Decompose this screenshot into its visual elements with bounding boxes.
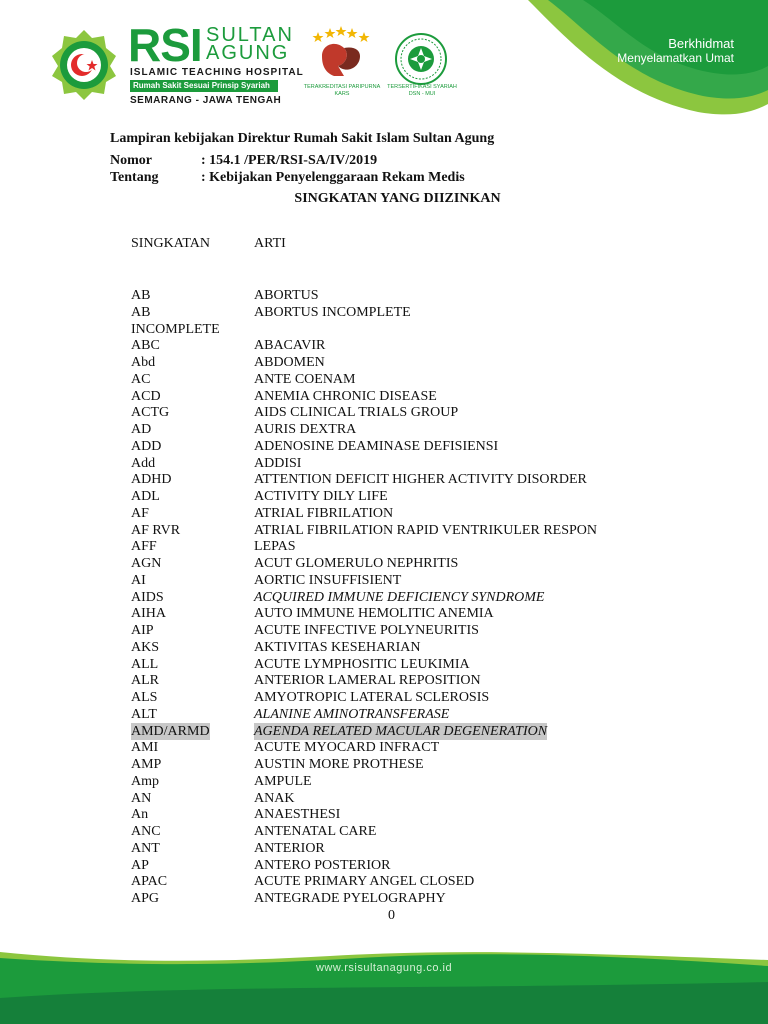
nomor-value: : 154.1 /PER/RSI-SA/IV/2019 [201,153,378,168]
meaning-cell: ABORTUS INCOMPLETE [254,304,411,320]
table-row [131,840,651,857]
hospital-location: SEMARANG - JAWA TENGAH [130,95,282,106]
column-header-arti: ARTI [254,236,286,251]
tentang-label: Tentang [110,170,159,185]
meaning-cell: AMYOTROPIC LATERAL SCLEROSIS [254,690,490,705]
meaning-cell: AKTIVITAS KESEHARIAN [254,639,421,655]
table-row [131,538,651,555]
nomor-label: Nomor [110,153,152,168]
abbreviation-cell: ADL [131,489,160,504]
abbreviation-cell: APG [131,891,160,906]
abbreviation-cell: AMD/ARMD [131,723,210,739]
table-row [131,505,651,522]
meaning-cell: AUSTIN MORE PROTHESE [254,757,424,772]
tagline-line-1: Berkhidmat [668,36,734,51]
meaning-cell: ACUTE PRIMARY ANGEL CLOSED [254,874,475,890]
abbreviation-cell: AB [131,304,151,320]
meaning-cell: ANTERIOR LAMERAL REPOSITION [254,673,481,689]
abbreviation-cell: AFF [131,539,157,555]
table-row [131,421,651,438]
abbreviation-cell: ADHD [131,472,172,488]
abbreviation-cell: AI [131,572,146,588]
meaning-cell: ALANINE AMINOTRANSFERASE [254,706,450,722]
table-row [131,471,651,488]
meaning-cell: ACTIVITY DILY LIFE [254,489,388,504]
abbreviation-cell: AIDS [131,589,164,605]
table-row [131,438,651,455]
abbreviation-cell: ACD [131,388,161,404]
meaning-cell: ABACAVIR [254,338,326,354]
abbreviation-cell: Abd [131,355,156,370]
kars-caption-line-2: KARS [334,91,350,97]
logo-agung: AGUNG [206,42,290,64]
abbreviation-cell: AB [131,288,151,303]
table-row [131,304,651,321]
kars-caption-line-1: TERAKREDITASI PARIPURNA [303,84,381,90]
abbreviation-cell: ALT [131,706,157,722]
meaning-cell: ADDISI [254,455,302,471]
abbreviation-cell: ABC [131,338,160,354]
abbreviation-cell: AIP [131,623,154,638]
tagline-line-2: Menyelamatkan Umat [617,51,734,65]
meaning-cell: ANAESTHESI [254,807,341,823]
abbreviation-cell: AMP [131,757,162,772]
document-title: SINGKATAN YANG DIIZINKAN [294,191,501,206]
tagline [617,37,734,65]
meaning-cell: ABDOMEN [254,355,325,370]
table-row [131,672,651,689]
lampiran-heading: Lampiran kebijakan Direktur Rumah Sakit Islam Sultan Agung [110,131,495,146]
table-row [131,555,651,572]
meaning-cell: AGENDA RELATED MACULAR DEGENERATION [254,723,548,739]
logo-sultan-agung [206,26,294,62]
kars-logo-icon [310,26,372,82]
meaning-cell: AIDS CLINICAL TRIALS GROUP [254,405,459,421]
rsi-logo-icon [48,28,120,100]
table-row [131,589,651,606]
logo-rsi: RSI [128,19,202,71]
table-row [131,371,651,388]
kars-caption [300,84,384,98]
dsn-caption [384,84,460,98]
hospital-type: ISLAMIC TEACHING HOSPITAL [130,67,304,78]
table-row [131,823,651,840]
dsn-caption-line-1: TERSERTIFIKASI SYARIAH [387,84,457,90]
abbreviation-cell: Add [131,455,156,471]
table-row [131,689,651,706]
abbreviation-cell: AN [131,790,152,806]
footer-website-url: www.rsisultanagung.co.id [315,962,453,974]
meaning-cell: ATRIAL FIBRILATION [254,505,394,521]
meaning-cell: ATTENTION DEFICIT HIGHER ACTIVITY DISORDER [254,472,587,488]
meaning-cell: ACUTE LYMPHOSITIC LEUKIMIA [254,656,470,672]
table-row [131,388,651,405]
meaning-cell: AURIS DEXTRA [254,422,357,437]
table-row [131,857,651,874]
table-row [131,723,651,740]
abbreviation-cell: APAC [131,874,168,890]
abbreviation-cell: AKS [131,639,160,655]
page-number: 0 [388,908,395,923]
abbreviation-cell: ALR [131,673,159,689]
dsn-caption-line-2: DSN - MUI [408,91,436,97]
abbreviation-cell: ACTG [131,405,170,421]
meaning-cell: ATRIAL FIBRILATION RAPID VENTRIKULER RESPON [254,522,598,538]
table-row [131,287,651,304]
meaning-cell: ACUTE INFECTIVE POLYNEURITIS [254,623,479,638]
table-row [131,404,651,421]
abbreviation-cell: INCOMPLETE [131,321,220,337]
table-row [131,773,651,790]
abbreviation-cell: ALS [131,690,158,705]
meaning-cell: AORTIC INSUFFISIENT [254,572,402,588]
meaning-cell: AMPULE [254,773,312,789]
abbreviation-cell: AC [131,371,151,387]
footer-green-band [0,938,768,1024]
dsn-mui-seal-icon [394,32,448,86]
meaning-cell: ANEMIA CHRONIC DISEASE [254,388,437,404]
table-row [131,455,651,472]
table-row [131,756,651,773]
column-header-singkatan: SINGKATAN [131,236,210,251]
table-row [131,321,651,338]
abbreviation-cell: AMI [131,740,159,756]
meaning-cell: ANTERO POSTERIOR [254,857,391,873]
prinsip-syariah-banner: Rumah Sakit Sesuai Prinsip Syariah [130,80,278,92]
tentang-value: : Kebijakan Penyelenggaraan Rekam Medis [201,170,465,185]
table-row [131,806,651,823]
meaning-cell: AUTO IMMUNE HEMOLITIC ANEMIA [254,606,494,622]
meaning-cell: ANTEGRADE PYELOGRAPHY [254,891,446,906]
table-row [131,622,651,639]
meaning-cell: ADENOSINE DEAMINASE DEFISIENSI [254,438,499,454]
meaning-cell: ACUT GLOMERULO NEPHRITIS [254,556,459,571]
table-row [131,706,651,723]
abbreviation-cell: Amp [131,773,159,789]
table-row [131,522,651,539]
abbreviation-cell: AF [131,505,149,521]
abbreviation-cell: AIHA [131,606,166,622]
table-row [131,488,651,505]
table-row [131,337,651,354]
abbreviation-cell: ANT [131,840,160,856]
table-row [131,639,651,656]
table-row [131,790,651,807]
meaning-cell: ANTERIOR [254,840,325,856]
table-row [131,354,651,371]
abbreviation-cell: ADD [131,438,162,454]
letterhead [0,0,768,120]
meaning-cell: ABORTUS [254,288,319,303]
abbreviation-cell: An [131,807,149,823]
meaning-cell: LEPAS [254,539,296,555]
table-row [131,605,651,622]
abbreviation-cell: AP [131,857,149,873]
meaning-cell: ACUTE MYOCARD INFRACT [254,740,440,756]
meaning-cell: ANTENATAL CARE [254,824,377,839]
table-row [131,873,651,890]
table-row [131,572,651,589]
table-row [131,739,651,756]
table-row [131,656,651,673]
meaning-cell: ANTE COENAM [254,371,356,387]
abbreviation-cell: ALL [131,656,159,672]
meaning-cell: ANAK [254,790,295,806]
abbreviation-cell: ANC [131,824,161,839]
abbreviation-cell: AF RVR [131,522,181,538]
table-row [131,890,651,907]
abbreviation-cell: AGN [131,556,162,571]
logo-sultan: SULTAN [206,24,294,46]
abbreviation-cell: AD [131,422,152,437]
meaning-cell: ACQUIRED IMMUNE DEFICIENCY SYNDROME [254,589,545,605]
